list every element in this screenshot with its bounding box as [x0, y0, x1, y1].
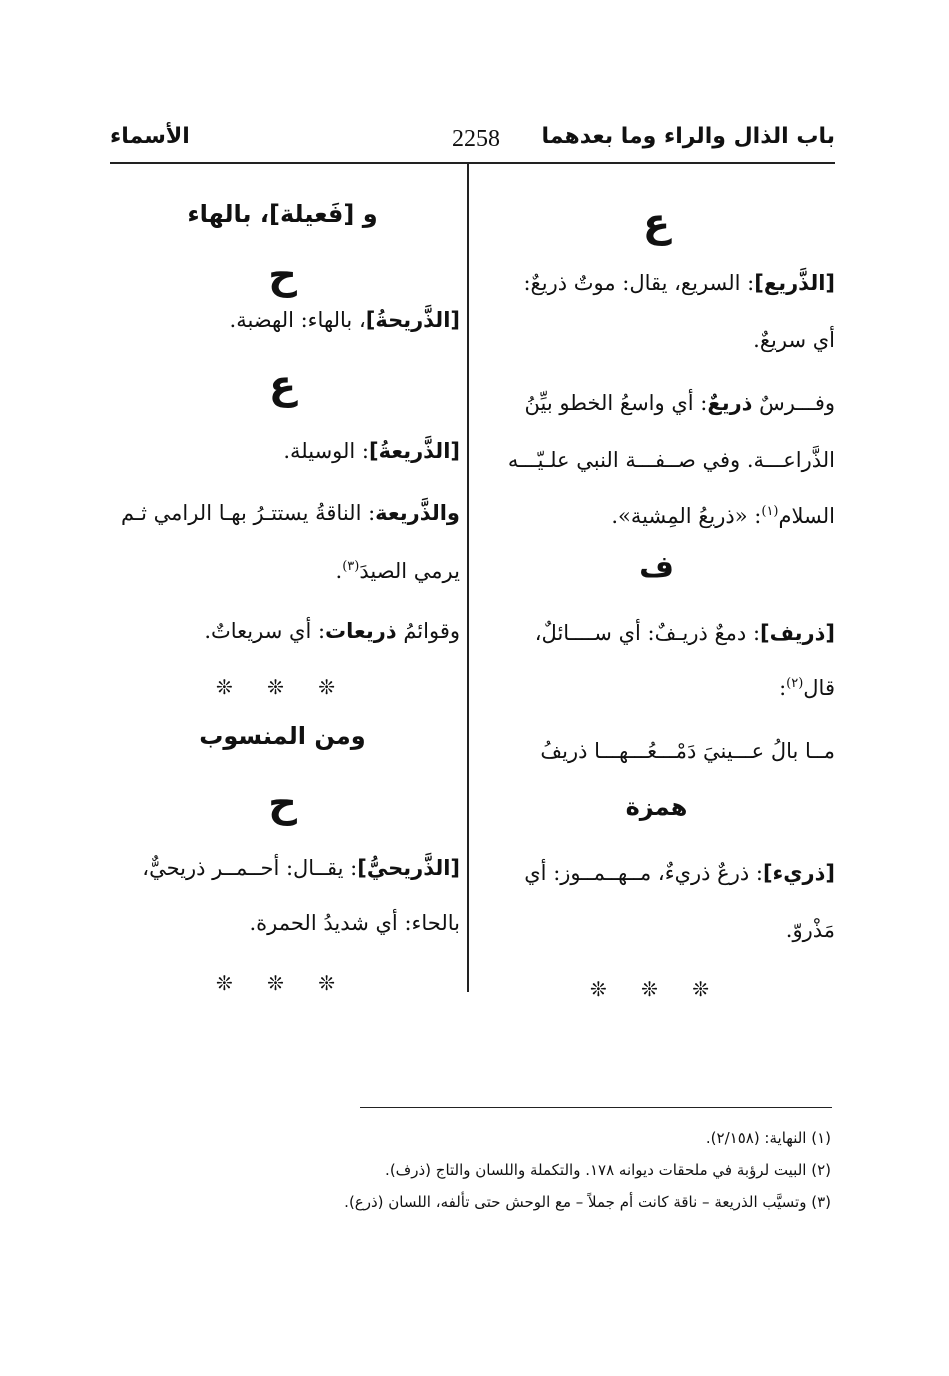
letter-fa-heading: ف: [639, 550, 674, 585]
entry-qawaim: [204, 618, 460, 645]
entry-text: السلام: [778, 504, 835, 528]
entry-text: : ذرعٌ ذريءٌ، مــهــمــوز: أي: [524, 861, 763, 885]
entry-headword: [الذَّريعةُ]: [369, 439, 460, 463]
entry-text: .: [335, 559, 343, 583]
section-separator: ❊ ❊ ❊: [216, 971, 349, 995]
letter-ain-heading: ع: [268, 362, 297, 408]
entry-dharif-line1: [535, 620, 835, 647]
entry-text: قال: [803, 676, 835, 700]
entry-text: :: [779, 676, 787, 700]
entry-dharif-line2: [779, 675, 835, 702]
entry-dhari-line1: [523, 270, 835, 297]
entry-naqa-line2: [336, 558, 461, 585]
entry-faras-line3: [611, 503, 835, 530]
entry-headword: [الذَّريحيُّ]: [357, 856, 460, 880]
footnote-ref: (٢): [786, 676, 804, 691]
footnote-1: (١) النهاية: (٢/١٥٨).: [705, 1129, 831, 1147]
page-header: [110, 122, 835, 164]
footnote-ref: (١): [761, 504, 779, 519]
entry-headword: ذريعات: [325, 619, 397, 643]
entry-text: ، بالهاء: الهضبة.: [229, 308, 366, 332]
entry-dharihi-line1: [142, 855, 460, 882]
entry-text: وفـــرسٌ: [759, 391, 835, 415]
entry-headword: [ذريء]: [762, 861, 835, 885]
entry-text: : أي سريعاتٌ.: [204, 619, 326, 643]
entry-text: : السريع، يقال: موتٌ ذريعٌ:: [523, 271, 755, 295]
entry-text: : دمعٌ ذريـفٌ: أي ســــائلٌ،: [534, 621, 761, 645]
section-separator: ❊ ❊ ❊: [216, 675, 349, 699]
footnotes: [131, 1122, 831, 1218]
chapter-title: باب الذال والراء وما بعدهما: [541, 124, 835, 149]
entry-headword: ذريعٌ: [707, 391, 753, 415]
entry-dhariha: [230, 307, 460, 334]
entry-text: يرمي الصيدَ: [359, 559, 460, 583]
entry-text: : يقــال: أحــمــر ذريحيٌّ،: [142, 856, 358, 880]
entry-dhari-hamza-line1: [524, 860, 835, 887]
entry-faras-line1: [525, 390, 835, 417]
letter-ain-heading: ع: [642, 200, 671, 246]
entry-text: : الناقةُ يستتـرُ بهـا الرامي ثـم: [120, 501, 376, 525]
footnote-2: (٢) البيت لرؤبة في ملحقات ديوانه ١٧٨. والتكملة واللسان والتاج (ذرف).: [385, 1161, 831, 1179]
entry-text: : الوسيلة.: [283, 439, 370, 463]
letter-ha-heading: ح: [268, 780, 297, 826]
page-number: 2258: [452, 126, 500, 152]
footnote-rule: [360, 1107, 832, 1108]
entry-dharia: [283, 438, 460, 465]
entry-dhari-line2: أي سريعٌ.: [753, 328, 835, 352]
entry-text: : أي واسعُ الخطو بيِّنُ: [524, 391, 708, 415]
entry-headword: [الذَّريحةُ]: [365, 308, 460, 332]
mansub-heading: ومن المنسوب: [199, 722, 366, 750]
entry-headword: [الذَّريع]: [754, 271, 835, 295]
verse-line: مــا بالُ عـــينيَ دَمْـــعُـــهـــا ذريفُ: [540, 739, 835, 763]
entry-dharihi-line2: بالحاء: أي شديدُ الحمرة.: [249, 911, 460, 935]
faila-heading: و [فَعيلة]، بالهاء: [187, 200, 378, 228]
entry-headword: والذَّريعة: [375, 501, 460, 525]
entry-naqa-line1: [121, 500, 460, 527]
column-divider: [467, 162, 469, 992]
section-separator: ❊ ❊ ❊: [590, 977, 723, 1001]
letter-ha-heading: ح: [268, 252, 297, 298]
hamza-heading: همزة: [625, 793, 688, 821]
entry-text: : «ذريعُ المِشية».: [611, 504, 762, 528]
footnote-ref: (٣): [342, 559, 360, 574]
footnote-3: (٣) وتسيَّب الذريعة – ناقة كانت أم جملاً – مع الوحش حتى تألفه، اللسان (ذرع).: [344, 1193, 831, 1211]
section-title: الأسماء: [110, 124, 190, 149]
entry-headword: [ذريف]: [760, 621, 835, 645]
entry-text: وقوائمُ: [403, 619, 460, 643]
entry-faras-line2: الذَّراعـــة. وفي صــفـــة النبي علـيّـــه: [507, 448, 835, 472]
entry-dhari-hamza-line2: مَذْروّ.: [785, 918, 835, 942]
